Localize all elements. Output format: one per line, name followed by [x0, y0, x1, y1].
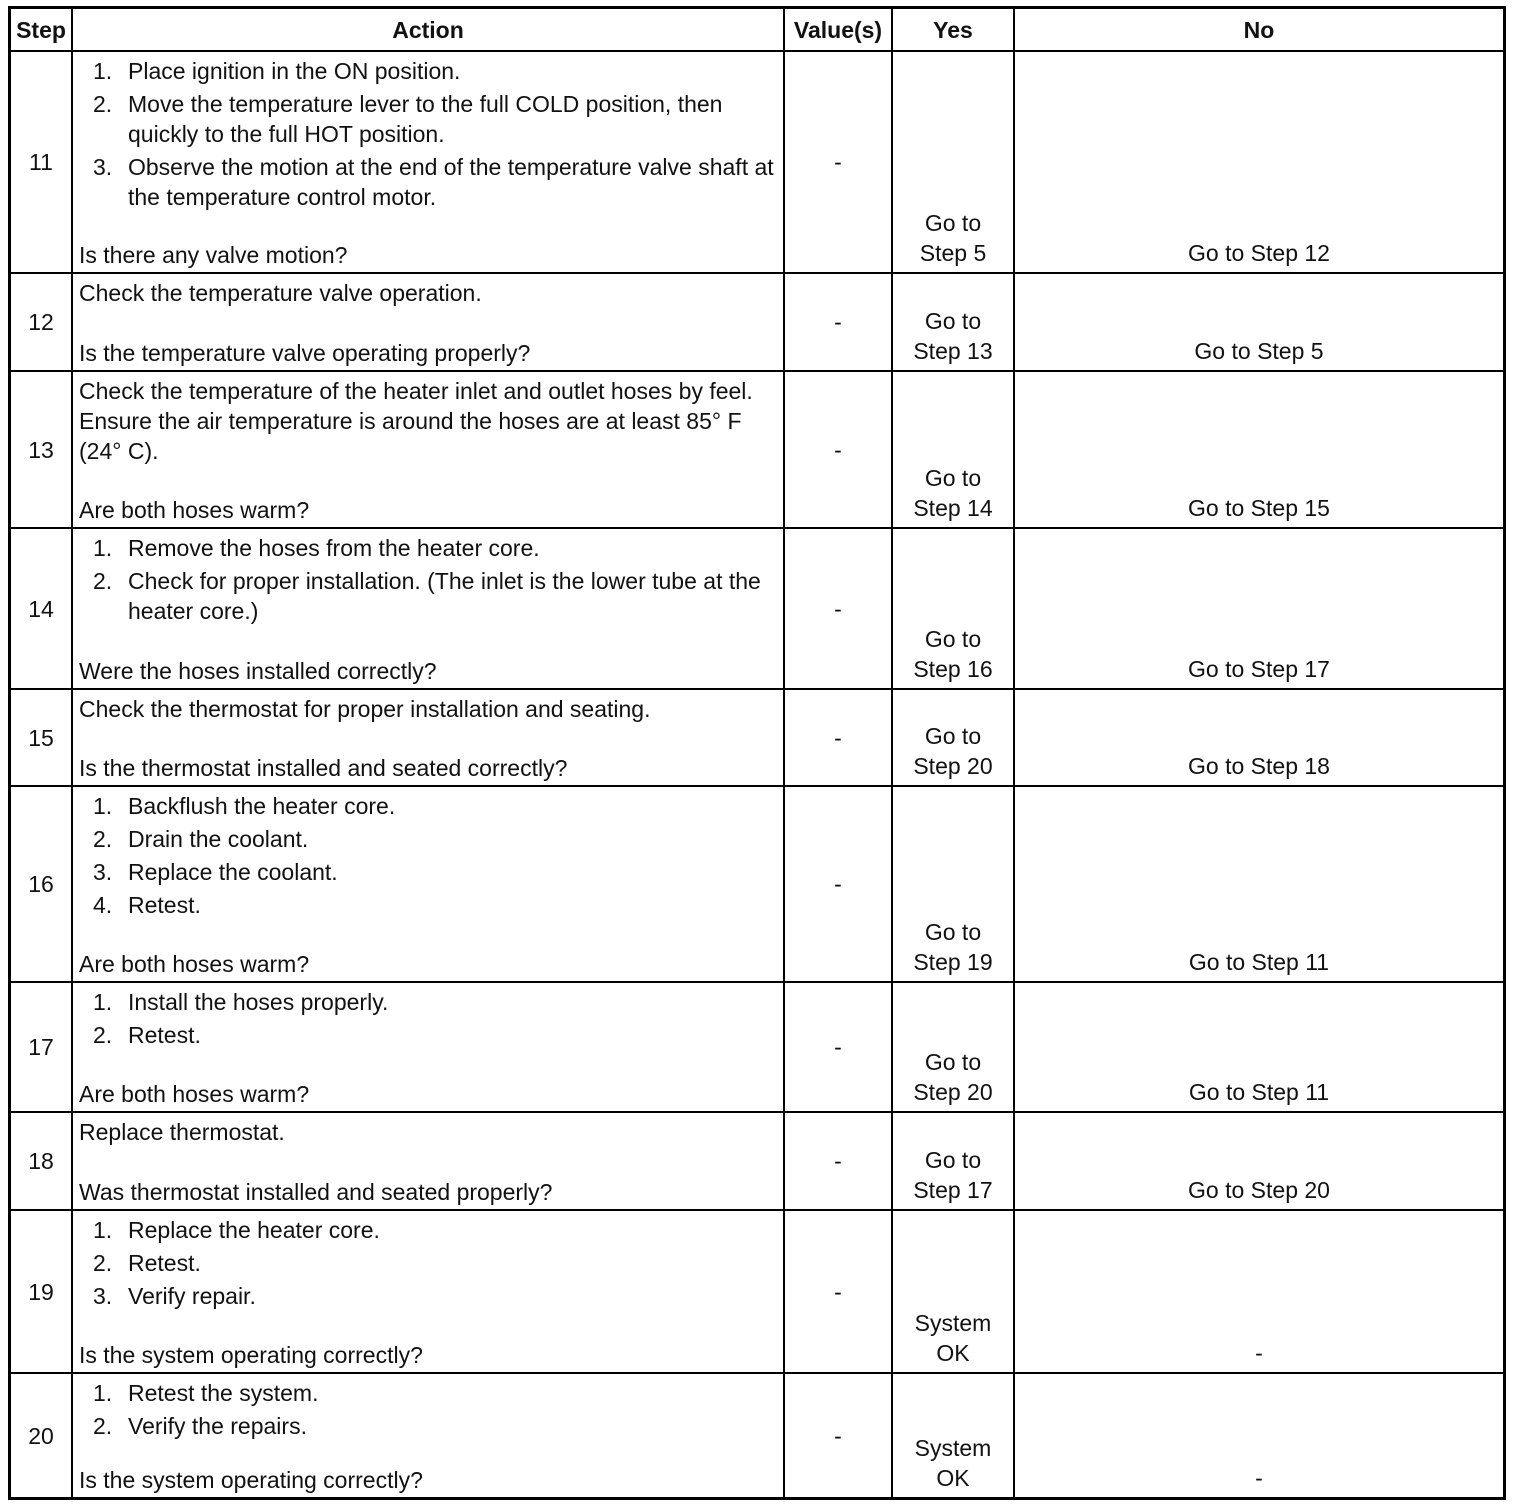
action-step-item: 1. Place ignition in the ON position.: [93, 58, 461, 84]
action-steps: [79, 1215, 777, 1314]
header-row: [11, 9, 1503, 52]
action-step-item: 3. Verify repair.: [93, 1283, 256, 1309]
question-text: Is the system operating correctly?: [79, 1342, 423, 1368]
action-cell: [73, 52, 785, 272]
action-cell: [73, 1113, 785, 1209]
action-cell: [73, 1211, 785, 1372]
question-text: Are both hoses warm?: [79, 1081, 310, 1107]
yes-cell: Go to Step 5: [893, 52, 1015, 272]
question-text: Is the system operating correctly?: [79, 1467, 423, 1493]
action-step-item: 1. Retest the system.: [93, 1380, 319, 1406]
action-steps: [79, 56, 777, 215]
action-cell: [73, 787, 785, 981]
yes-cell: System OK: [893, 1374, 1015, 1497]
value-cell: -: [785, 690, 893, 785]
no-cell: Go to Step 18: [1188, 753, 1330, 779]
step-number: 16: [11, 787, 73, 981]
action-text: Check the thermostat for proper installation and seating.: [79, 696, 651, 722]
value-cell: -: [785, 787, 893, 981]
table-row: [11, 529, 1503, 690]
action-cell: [73, 372, 785, 527]
header-action: Action: [73, 9, 785, 50]
no-cell: Go to Step 17: [1188, 656, 1330, 682]
question-text: Is there any valve motion?: [79, 242, 348, 268]
action-cell: [73, 1374, 785, 1497]
action-step-item: 2. Check for proper installation. (The inlet is the lower tube at the heater core.): [93, 568, 761, 624]
action-step-item: 1. Replace the heater core.: [93, 1217, 380, 1243]
header-yes: Yes: [893, 9, 1015, 50]
yes-cell: Go to Step 19: [893, 787, 1015, 981]
no-cell: Go to Step 11: [1188, 1079, 1330, 1105]
yes-cell: Go to Step 13: [893, 274, 1015, 370]
step-number: 18: [11, 1113, 73, 1209]
table-row: [11, 690, 1503, 787]
action-step-item: 2. Verify the repairs.: [93, 1413, 307, 1439]
action-step-item: 1. Install the hoses properly.: [93, 989, 389, 1015]
step-number: 19: [11, 1211, 73, 1372]
action-step-item: 2. Retest.: [93, 1022, 201, 1048]
action-cell: [73, 983, 785, 1111]
action-step-item: 3. Observe the motion at the end of the temperature valve shaft at the temperature control motor.: [93, 154, 774, 210]
value-cell: -: [785, 983, 893, 1111]
table-row: [11, 787, 1503, 983]
action-step-item: 1. Backflush the heater core.: [93, 793, 396, 819]
yes-cell: Go to Step 20: [893, 983, 1015, 1111]
value-cell: -: [785, 529, 893, 688]
yes-cell: Go to Step 16: [893, 529, 1015, 688]
action-text: Replace thermostat.: [79, 1119, 285, 1145]
table-row: [11, 372, 1503, 529]
no-cell: Go to Step 11: [1188, 949, 1330, 975]
table-row: [11, 1113, 1503, 1211]
action-steps: [79, 791, 777, 923]
yes-cell: Go to Step 14: [893, 372, 1015, 527]
step-number: 20: [11, 1374, 73, 1497]
table-row: [11, 274, 1503, 372]
no-cell: Go to Step 20: [1188, 1177, 1330, 1203]
value-cell: -: [785, 52, 893, 272]
value-cell: -: [785, 1211, 893, 1372]
yes-cell: Go to Step 20: [893, 690, 1015, 785]
action-step-item: 1. Remove the hoses from the heater core.: [93, 535, 540, 561]
value-cell: -: [785, 1113, 893, 1209]
table-row: [11, 1211, 1503, 1374]
action-step-item: 2. Retest.: [93, 1250, 201, 1276]
value-cell: -: [785, 372, 893, 527]
no-cell: Go to Step 5: [1194, 338, 1324, 364]
action-cell: [73, 274, 785, 370]
question-text: Are both hoses warm?: [79, 497, 310, 523]
action-cell: [73, 690, 785, 785]
header-step: Step: [11, 9, 73, 50]
step-number: 11: [11, 52, 73, 272]
table-row: [11, 1374, 1503, 1497]
action-steps: [79, 987, 777, 1053]
table-row: [11, 983, 1503, 1113]
action-step-item: 2. Move the temperature lever to the full COLD position, then quickly to the full HOT position.: [93, 91, 723, 147]
question-text: Were the hoses installed correctly?: [79, 658, 437, 684]
table-row: [11, 52, 1503, 274]
step-number: 17: [11, 983, 73, 1111]
question-text: Is the thermostat installed and seated correctly?: [79, 755, 568, 781]
action-steps: [79, 1378, 777, 1444]
question-text: Is the temperature valve operating properly?: [79, 340, 531, 366]
step-number: 13: [11, 372, 73, 527]
question-text: Are both hoses warm?: [79, 951, 310, 977]
action-text: Check the temperature of the heater inlet and outlet hoses by feel. Ensure the air temperature is around the hoses are at least 85° F (24° C).: [79, 378, 753, 464]
header-no: No: [1243, 16, 1275, 43]
action-step-item: 4. Retest.: [93, 892, 201, 918]
value-cell: -: [785, 274, 893, 370]
header-values: Value(s): [785, 9, 893, 50]
no-cell: Go to Step 15: [1188, 495, 1330, 521]
action-cell: [73, 529, 785, 688]
question-text: Was thermostat installed and seated properly?: [79, 1179, 553, 1205]
action-steps: [79, 533, 777, 629]
action-text: Check the temperature valve operation.: [79, 280, 482, 306]
step-number: 12: [11, 274, 73, 370]
step-number: 14: [11, 529, 73, 688]
yes-cell: Go to Step 17: [893, 1113, 1015, 1209]
yes-cell: System OK: [893, 1211, 1015, 1372]
no-cell: -: [1255, 1340, 1263, 1366]
step-number: 15: [11, 690, 73, 785]
action-step-item: 2. Drain the coolant.: [93, 826, 309, 852]
no-cell: -: [1255, 1465, 1263, 1491]
action-step-item: 3. Replace the coolant.: [93, 859, 338, 885]
value-cell: -: [785, 1374, 893, 1497]
diagnostic-table: [8, 6, 1506, 1500]
no-cell: Go to Step 12: [1188, 240, 1330, 266]
